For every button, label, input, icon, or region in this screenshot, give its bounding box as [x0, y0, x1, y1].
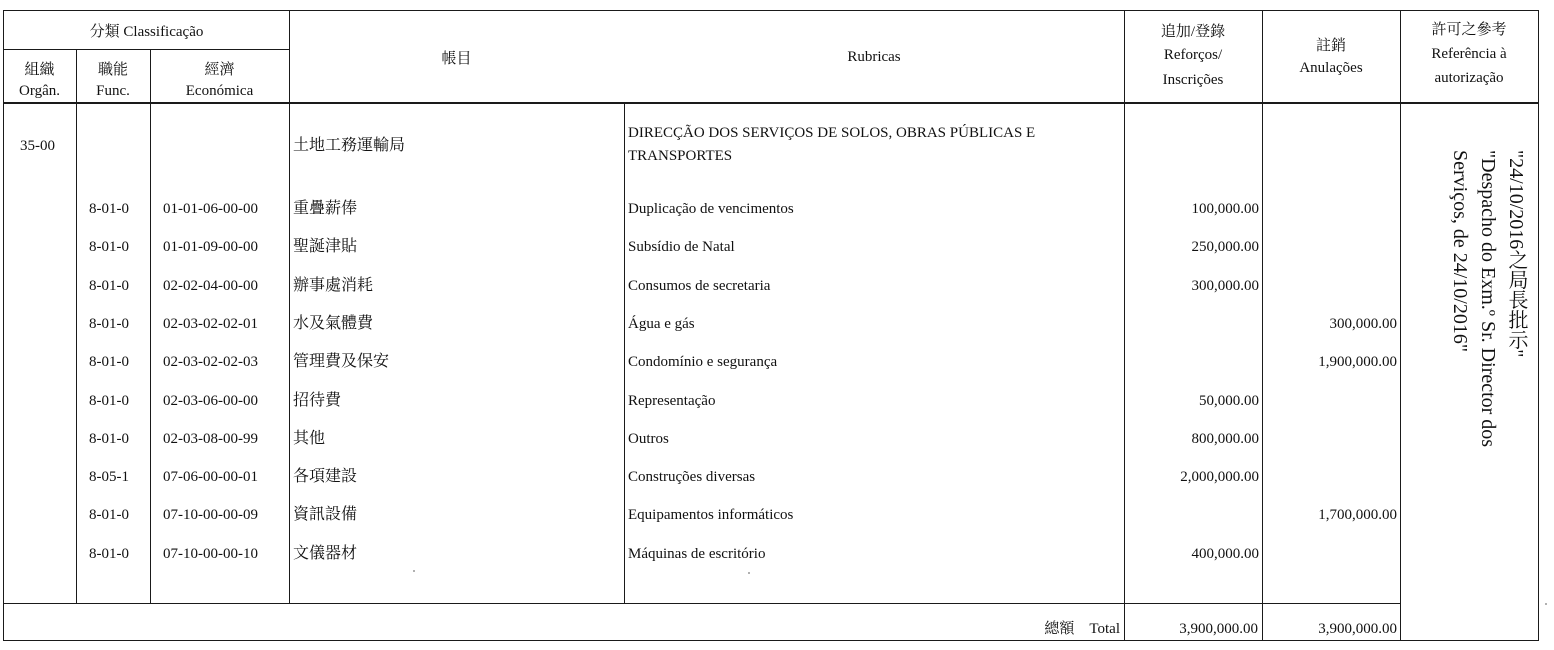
row-rubrica: Duplicação de vencimentos [628, 201, 794, 217]
row-item-zh: 招待費 [293, 392, 342, 409]
row-rubrica: Representação [628, 393, 716, 409]
row-item-zh: 資訊設備 [293, 506, 358, 523]
total-reforcos: 3,900,000.00 [1179, 621, 1258, 637]
scan-speck [748, 572, 750, 574]
row-func: 8-01-0 [89, 316, 129, 332]
row-func: 8-01-0 [89, 239, 129, 255]
header-referencia-pt1: Referência à [1431, 46, 1507, 62]
header-reforcos-pt1: Reforços/ [1163, 47, 1223, 63]
body-border-bottom [3, 603, 1401, 604]
row-item-zh: 各項建設 [293, 468, 358, 485]
row-item-zh: 重疊薪俸 [293, 200, 358, 217]
authorization-reference [1410, 150, 1530, 570]
row-reforco: 400,000.00 [1191, 546, 1259, 562]
row-item-zh: 聖誕津貼 [293, 238, 358, 255]
authorization-line-1: "24/10/2016之局長批示" [1505, 150, 1527, 358]
header-econ-pt: Económica [185, 83, 254, 99]
header-anulacoes-pt: Anulações [1299, 60, 1363, 76]
row-func: 8-01-0 [89, 354, 129, 370]
header-border-bottom [3, 102, 1538, 104]
department-name-pt-line1: DIRECÇÃO DOS SERVIÇOS DE SOLOS, OBRAS PÚBLICAS E [628, 125, 1036, 141]
row-econ: 01-01-09-00-00 [163, 239, 258, 255]
row-econ: 01-01-06-00-00 [163, 201, 258, 217]
col-line-right [1538, 10, 1539, 641]
header-func-zh: 職能 [97, 62, 128, 78]
row-item-zh: 管理費及保安 [293, 353, 390, 370]
col-line-func [150, 49, 151, 604]
header-econ-zh: 經濟 [204, 62, 235, 78]
row-rubrica: Água e gás [628, 316, 695, 332]
header-item-zh: 帳目 [441, 51, 472, 67]
col-line-anulacoes [1400, 10, 1401, 641]
col-line-zh [624, 102, 625, 604]
row-func: 8-01-0 [89, 201, 129, 217]
col-line-org [76, 49, 77, 604]
total-anulacoes: 3,900,000.00 [1318, 621, 1397, 637]
row-rubrica: Máquinas de escritório [628, 546, 766, 562]
row-rubrica: Subsídio de Natal [628, 239, 735, 255]
row-rubrica: Equipamentos informáticos [628, 507, 794, 523]
row-anulacao: 1,700,000.00 [1318, 507, 1397, 523]
authorization-line-3: Serviços, de 24/10/2016" [1449, 150, 1471, 353]
header-anulacoes-zh: 註銷 [1315, 38, 1346, 54]
row-reforco: 250,000.00 [1191, 239, 1259, 255]
header-referencia-zh: 許可之參考 [1431, 22, 1507, 38]
header-reforcos-pt2: Inscrições [1162, 72, 1224, 88]
row-econ: 07-10-00-00-10 [163, 546, 258, 562]
row-rubrica: Construções diversas [628, 469, 756, 485]
header-referencia-pt2: autorização [1434, 70, 1504, 86]
row-rubrica: Condomínio e segurança [628, 354, 778, 370]
department-org-code: 35-00 [20, 138, 55, 154]
row-func: 8-01-0 [89, 431, 129, 447]
row-econ: 02-03-08-00-99 [163, 431, 258, 447]
header-func-pt: Func. [96, 83, 130, 99]
row-reforco: 300,000.00 [1191, 278, 1259, 294]
department-name-pt-line2: TRANSPORTES [628, 148, 733, 164]
row-func: 8-01-0 [89, 546, 129, 562]
col-line-econ [289, 10, 290, 604]
classification-divider [3, 49, 290, 50]
col-line-left [3, 10, 4, 641]
row-econ: 02-03-06-00-00 [163, 393, 258, 409]
row-item-zh: 其他 [293, 430, 326, 447]
row-func: 8-01-0 [89, 507, 129, 523]
row-reforco: 800,000.00 [1191, 431, 1259, 447]
row-func: 8-01-0 [89, 393, 129, 409]
row-econ: 02-02-04-00-00 [163, 278, 258, 294]
authorization-line-2: "Despacho do Exm.º Sr. Director dos [1477, 150, 1499, 448]
total-label: 總額 Total [1044, 621, 1120, 637]
row-reforco: 100,000.00 [1191, 201, 1259, 217]
header-reforcos-zh: 追加/登錄 [1160, 24, 1226, 40]
department-name-zh: 土地工務運輸局 [293, 137, 406, 154]
row-rubrica: Outros [628, 431, 669, 447]
row-item-zh: 辦事處消耗 [293, 277, 374, 294]
row-econ: 07-06-00-00-01 [163, 469, 258, 485]
header-classification: 分類 Classificação [89, 24, 204, 40]
row-item-zh: 水及氣體費 [293, 315, 374, 332]
header-org-pt: Orgân. [19, 83, 60, 99]
table-border-top [3, 10, 1538, 11]
row-func: 8-01-0 [89, 278, 129, 294]
row-item-zh: 文儀器材 [293, 545, 358, 562]
row-anulacao: 300,000.00 [1329, 316, 1397, 332]
header-org-zh: 組織 [24, 62, 55, 78]
header-rubricas: Rubricas [847, 49, 901, 65]
row-econ: 07-10-00-00-09 [163, 507, 258, 523]
col-line-rubricas [1124, 10, 1125, 641]
row-reforco: 2,000,000.00 [1180, 469, 1259, 485]
table-border-bottom [3, 640, 1538, 641]
row-rubrica: Consumos de secretaria [628, 278, 771, 294]
row-func: 8-05-1 [89, 469, 129, 485]
scan-speck [1545, 603, 1547, 605]
row-econ: 02-03-02-02-03 [163, 354, 258, 370]
row-anulacao: 1,900,000.00 [1318, 354, 1397, 370]
row-econ: 02-03-02-02-01 [163, 316, 258, 332]
col-line-reforcos [1262, 10, 1263, 641]
scan-speck [413, 570, 415, 572]
row-reforco: 50,000.00 [1199, 393, 1259, 409]
